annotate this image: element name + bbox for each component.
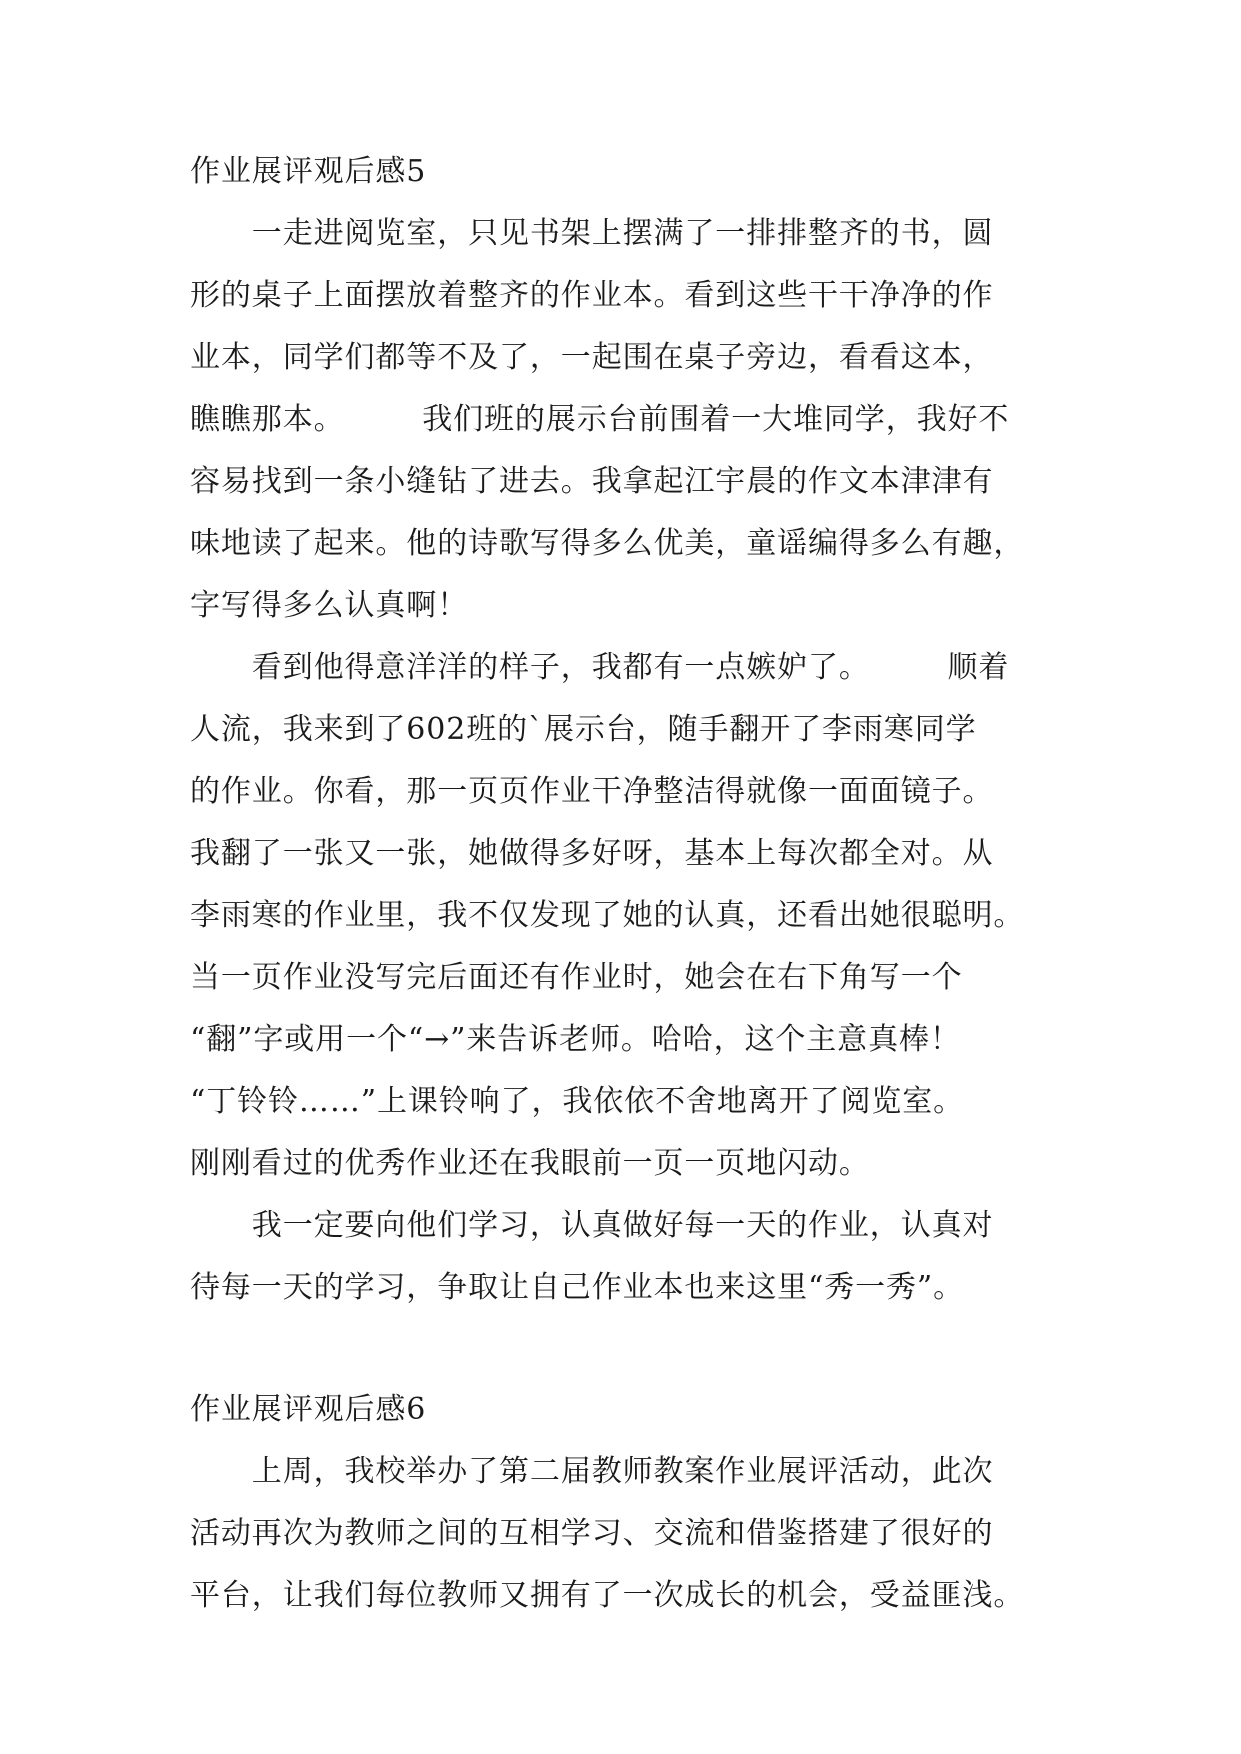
paragraph-line: 的作业。你看，那一页页作业干净整洁得就像一面面镜子。 (190, 774, 994, 809)
paragraph-line: 瞧瞧那本。 我们班的展示台前围着一大堆同学，我好不 (190, 402, 1010, 437)
paragraph-line: 一走进阅览室，只见书架上摆满了一排排整齐的书，圆 (190, 216, 994, 251)
paragraph-line: 平台，让我们每位教师又拥有了一次成长的机会，受益匪浅。 (190, 1578, 1025, 1613)
paragraph-line: 看到他得意洋洋的样子，我都有一点嫉妒了。 顺着 (190, 650, 1010, 685)
paragraph-line: “丁铃铃……”上课铃响了，我依依不舍地离开了阅览室。 (190, 1084, 965, 1119)
paragraph-line: 容易找到一条小缝钻了进去。我拿起江宇晨的作文本津津有 (190, 464, 994, 499)
paragraph-line: 活动再次为教师之间的互相学习、交流和借鉴搭建了很好的 (190, 1516, 994, 1551)
paragraph-line: 当一页作业没写完后面还有作业时，她会在右下角写一个 (190, 960, 963, 995)
paragraph-line: 我翻了一张又一张，她做得多好呀，基本上每次都全对。从 (190, 836, 994, 871)
paragraph-line: 人流，我来到了602班的`展示台，随手翻开了李雨寒同学 (190, 712, 977, 747)
paragraph-line: 字写得多么认真啊！ (190, 588, 469, 623)
paragraph-line: 我一定要向他们学习，认真做好每一天的作业，认真对 (190, 1208, 994, 1243)
paragraph-line: 刚刚看过的优秀作业还在我眼前一页一页地闪动。 (190, 1146, 870, 1181)
paragraph-line: 李雨寒的作业里，我不仅发现了她的认真，还看出她很聪明。 (190, 898, 1025, 933)
paragraph-line: “翻”字或用一个“→”来告诉老师。哈哈，这个主意真棒！ (190, 1022, 961, 1057)
paragraph-line: 上周，我校举办了第二届教师教案作业展评活动，此次 (190, 1454, 994, 1489)
section-heading-5: 作业展评观后感5 (190, 154, 427, 189)
paragraph-line: 待每一天的学习，争取让自己作业本也来这里“秀一秀”。 (190, 1270, 965, 1305)
section-heading-6: 作业展评观后感6 (190, 1392, 427, 1427)
paragraph-line: 味地读了起来。他的诗歌写得多么优美，童谣编得多么有趣， (190, 526, 1025, 561)
paragraph-line: 业本，同学们都等不及了，一起围在桌子旁边，看看这本， (190, 340, 994, 375)
paragraph-line: 形的桌子上面摆放着整齐的作业本。看到这些干干净净的作 (190, 278, 994, 313)
